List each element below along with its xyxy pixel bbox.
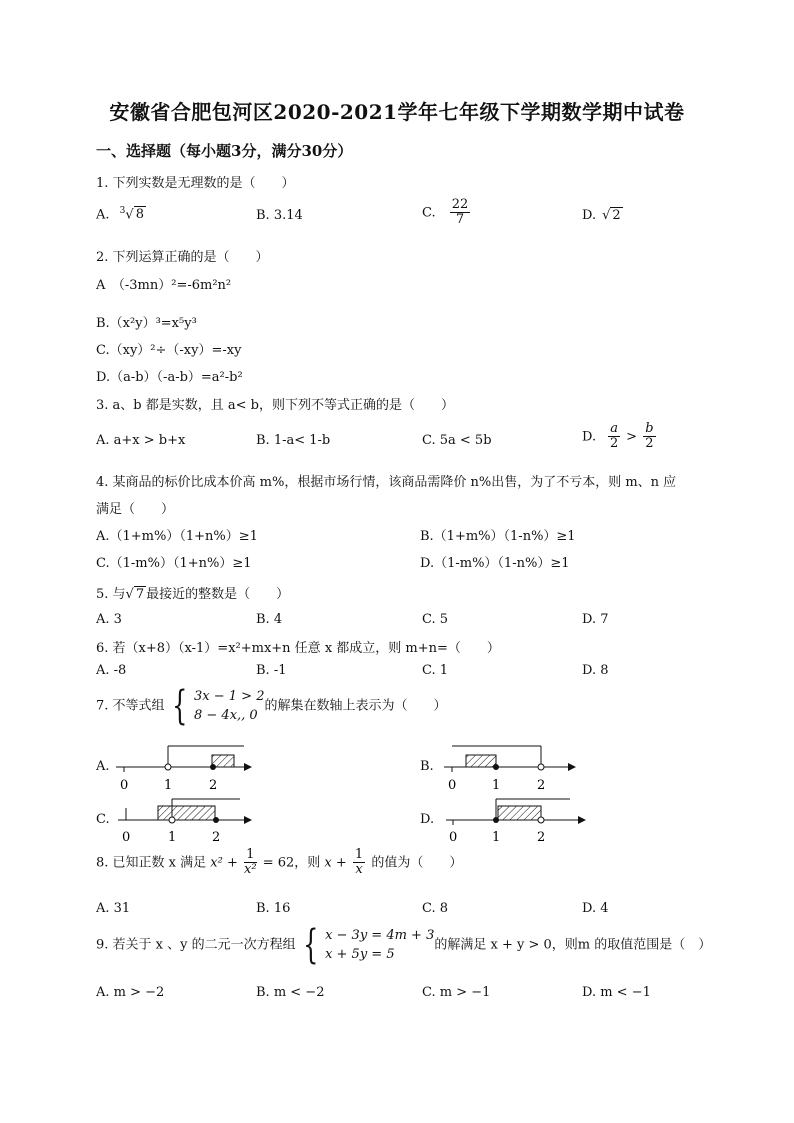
q8-expr-x: x +: [324, 855, 347, 871]
q2-option-b[interactable]: B.（x²y）³=x⁵y³: [96, 316, 197, 331]
q7-b-tick-0: 0: [448, 778, 457, 793]
q9-stem: 9. 若关于 x 、y 的二元一次方程组 { x − 3y = 4m + 3 x + 5y = 5 的解满足 x + y > 0，则m 的取值范围是（ ）: [96, 922, 712, 968]
q7-d-tick-1: 1: [492, 830, 501, 845]
q5-stem: 5. 与√ 7 最接近的整数是（ ）: [96, 587, 290, 602]
q4-stem-line1: 4. 某商品的标价比成本价高 m%，根据市场行情，该商品需降价 n%出售，为了不亏本，则 m、n 应: [96, 475, 677, 490]
q6-option-b[interactable]: B. -1: [256, 663, 287, 678]
q1-d-radicand: 2: [612, 208, 621, 223]
q1-option-d[interactable]: D. √ 2: [582, 208, 621, 223]
q8-stem-post: 的值为（ ）: [371, 855, 463, 871]
q7-d-tick-2: 2: [537, 830, 546, 845]
q1-option-b[interactable]: B. 3.14: [256, 208, 303, 223]
q8-option-a[interactable]: A. 31: [96, 901, 131, 916]
q8-mid: ，则: [294, 855, 321, 871]
q8-expr-den: x: [355, 862, 363, 878]
q7-c-tick-0: 0: [122, 830, 131, 845]
q8-stem: [96, 848, 462, 878]
q1-a-label: A.: [96, 207, 110, 223]
q5-option-a[interactable]: A. 3: [96, 612, 122, 627]
q5-stem-pre: 5. 与: [96, 587, 126, 602]
q7-stem: 7. 不等式组 { 3x − 1 > 2 8 − 4x,, 0 的解集在数轴上表示为（ ）: [96, 683, 447, 729]
q8-option-c[interactable]: C. 8: [422, 901, 449, 916]
q7-option-b[interactable]: B.: [420, 759, 434, 774]
q8-eq-num: 1: [244, 848, 257, 863]
q3-stem: 3. a、b 都是实数，且 a< b，则下列不等式正确的是（ ）: [96, 398, 454, 413]
q9-option-a[interactable]: A. m > −2: [96, 985, 165, 1000]
q9-stem-pre: 9. 若关于 x 、y 的二元一次方程组: [96, 937, 296, 953]
q9-line1: x − 3y = 4m + 3: [325, 927, 435, 943]
q8-option-b[interactable]: B. 16: [256, 901, 291, 916]
q1-a-radicand: 8: [135, 207, 144, 223]
q4-stem-line2: 满足（ ）: [96, 502, 175, 517]
q3-option-a[interactable]: A. a+x > b+x: [96, 433, 186, 448]
q7-option-c[interactable]: C.: [96, 812, 110, 827]
q5-option-b[interactable]: B. 4: [256, 612, 283, 627]
q1-a-index: 3: [119, 206, 126, 216]
q6-stem: 6. 若（x+8）（x-1）=x²+mx+n 任意 x 都成立，则 m+n=（ ）: [96, 641, 500, 656]
q3-d-num-b: b: [645, 421, 654, 436]
q5-option-d[interactable]: D. 7: [582, 612, 609, 627]
q4-option-c[interactable]: C.（1-m%）（1+n%）≥1: [96, 556, 252, 571]
q7-a-tick-0: 0: [120, 778, 129, 793]
q1-d-label: D.: [582, 208, 597, 223]
q7-stem-pre: 7. 不等式组: [96, 698, 165, 714]
q8-eq-x: x² +: [210, 855, 238, 871]
q7-option-b-line: [444, 746, 576, 793]
q7-a-tick-2: 2: [209, 778, 218, 793]
q4-option-d[interactable]: D.（1-m%）（1-n%）≥1: [420, 556, 570, 571]
q9-option-b[interactable]: B. m < −2: [256, 985, 325, 1000]
q1-c-label: C.: [422, 205, 436, 221]
q9-option-c[interactable]: C. m > −1: [422, 985, 491, 1000]
q3-option-b[interactable]: B. 1-a< 1-b: [256, 433, 331, 448]
q3-d-den-b: 2: [645, 436, 654, 452]
q7-c-tick-2: 2: [212, 830, 221, 845]
q2-stem: 2. 下列运算正确的是（ ）: [96, 250, 269, 265]
q1-c-denominator: 7: [455, 212, 465, 228]
q8-stem-pre: 8. 已知正数 x 满足: [96, 855, 207, 871]
q9-line2: x + 5y = 5: [325, 947, 395, 962]
q3-d-label: D.: [582, 429, 597, 445]
q3-option-c[interactable]: C. 5a < 5b: [422, 433, 492, 448]
q6-option-d[interactable]: D. 8: [582, 663, 609, 678]
q3-d-den-a: 2: [609, 436, 619, 452]
q7-option-d[interactable]: D.: [420, 812, 435, 827]
q2-option-c[interactable]: C.（xy）²÷（-xy）=-xy: [96, 343, 242, 358]
q7-option-d-line: [446, 799, 586, 845]
q7-stem-post: 的解集在数轴上表示为（ ）: [264, 698, 447, 714]
q7-option-a[interactable]: A.: [96, 759, 110, 774]
q7-b-tick-1: 1: [492, 778, 501, 793]
q4-option-a[interactable]: A.（1+m%）（1+n%）≥1: [96, 529, 258, 544]
q9-option-d[interactable]: D. m < −1: [582, 985, 651, 1000]
page-title: 安徽省合肥包河区2020-2021学年七年级下学期数学期中试卷: [109, 100, 685, 124]
q7-option-a-line: [116, 746, 252, 793]
q2-option-a[interactable]: A （-3mn）²=-6m²n²: [96, 278, 232, 293]
q5-option-c[interactable]: C. 5: [422, 612, 449, 627]
q1-c-numerator: 22: [451, 197, 469, 212]
q8-eq-den: x²: [244, 862, 257, 878]
q3-option-d[interactable]: D. $\frac{a}{2}$ > $\frac{b}{2}$: [582, 421, 654, 452]
q5-radicand: 7: [135, 587, 145, 602]
q8-option-d[interactable]: D. 4: [582, 901, 609, 916]
q8-eq-val: = 62: [262, 855, 295, 871]
section-heading: 一、选择题（每小题3分，满分30分）: [96, 142, 353, 160]
q5-stem-post: 最接近的整数是（ ）: [146, 587, 290, 602]
q6-option-a[interactable]: A. -8: [96, 663, 127, 678]
q8-expr-num: 1: [354, 847, 364, 862]
q7-a-tick-1: 1: [164, 778, 173, 793]
q7-line1: 3x − 1 > 2: [194, 688, 265, 704]
q3-d-num-a: a: [610, 421, 618, 436]
q1-stem: 1. 下列实数是无理数的是（ ）: [96, 176, 295, 191]
q7-d-tick-0: 0: [449, 830, 458, 845]
q7-line2: 8 − 4x,, 0: [194, 708, 258, 723]
q7-b-tick-2: 2: [537, 778, 546, 793]
q9-stem-post: 的解满足 x + y > 0，则m 的取值范围是（ ）: [434, 937, 712, 953]
q7-c-tick-1: 1: [168, 830, 177, 845]
q1-option-a[interactable]: A. $^3$√ 8: [96, 206, 144, 223]
q6-option-c[interactable]: C. 1: [422, 663, 449, 678]
q7-option-c-line: [118, 799, 252, 845]
q2-option-d[interactable]: D.（a-b）（-a-b）=a²-b²: [96, 370, 243, 385]
q4-option-b[interactable]: B.（1+m%）（1-n%）≥1: [420, 529, 576, 544]
